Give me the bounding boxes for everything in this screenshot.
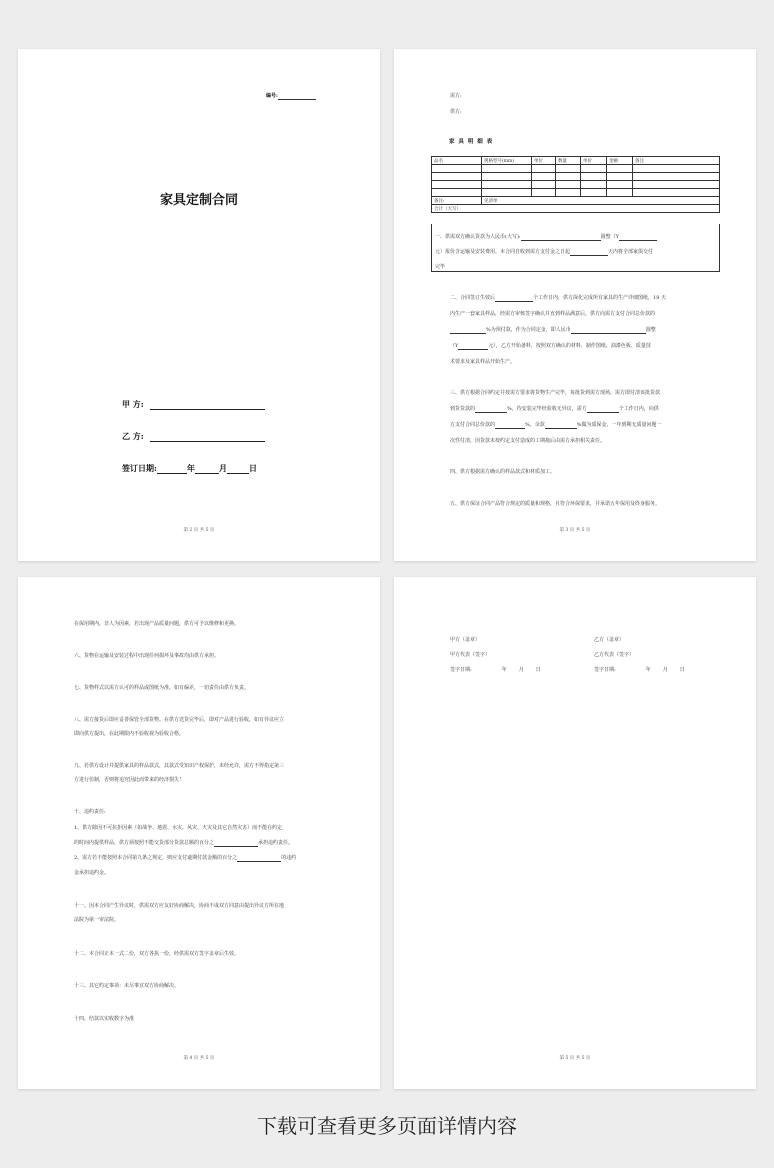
page-footer: 第 5 页 共 5 页 xyxy=(559,1056,591,1061)
contract-page-signatures xyxy=(394,577,756,1089)
page-footer: 第 3 页 共 5 页 xyxy=(559,528,591,533)
total-row xyxy=(432,205,720,213)
page-footer: 第 4 页 共 5 页 xyxy=(183,1056,215,1061)
contract-page-cover xyxy=(18,49,380,561)
party-a-sign-date: 签字日期: 年 月 日 xyxy=(450,667,541,673)
clause-3-line-1: 三、供方根据合同约定并按需方要求将货物生产完毕，每批货到需方现场，需方即付清该批货款 xyxy=(450,390,661,396)
header-qty: 数量 xyxy=(556,157,581,165)
header-spec: 规格型号(mm) xyxy=(482,157,532,165)
party-a-representative: 甲方代表（签字） xyxy=(450,652,491,658)
clause-3-line-3: 方支付合同总价款的 %，余款 %做为质保金，一年到期无质量问题一 xyxy=(450,422,662,428)
header-amount: 金额 xyxy=(607,157,633,165)
clause-10-2-line-1: 2、需方若不能按照本合同第九条之规定，则应支付逾期付款金额的百分之 的违约 xyxy=(74,855,297,861)
party-b-sign-date: 签字日期: 年 月 日 xyxy=(594,667,685,673)
clause-2-line-3: %为预付款，作为合同定金，即人民币 圆整 xyxy=(450,327,656,334)
clause-13: 十三、其它约定事项：未尽事宜双方协商解决。 xyxy=(74,983,180,989)
page-title: 家具定制合同 xyxy=(159,193,238,208)
clause-warranty: 在保用期内，非人为因素，若出现产品质量问题，供方可予以维修和更换。 xyxy=(74,621,240,627)
remark-label: 备注: xyxy=(432,197,482,205)
contract-page-details xyxy=(394,49,756,561)
clause-3-line-2: 到货货款的 %，待安装完毕经验收无异议，需方 个工作日内，向供 xyxy=(450,406,659,412)
clause-2-line-4: （Y 元），乙方开始备料，按照双方确认的材料、制作图纸、油漆色板、质量技 xyxy=(450,343,651,349)
download-caption: 下载可查看更多页面详情内容 xyxy=(257,1114,517,1138)
party-a-seal: 甲方（盖章） xyxy=(450,637,481,643)
clause-7: 七、货物样式以需方认可的样品或图纸为准，如有偏差，一切责任由供方负责。 xyxy=(74,685,250,691)
header-unit: 单位 xyxy=(532,157,556,165)
clause-5: 五、供方保证合同产品符合规定的质量和规格，且符合环保要求，并承诺五年保用及终身服务。 xyxy=(450,501,661,507)
clause-8-line-1: 八、需方接货后即应妥善保管全部货物。在供方送货完毕后，即对产品进行验收，如有异议应立 xyxy=(74,717,285,723)
table-header-row xyxy=(432,157,720,165)
payment-box xyxy=(431,224,720,272)
table-row xyxy=(432,173,720,181)
contract-page-terms xyxy=(18,577,380,1089)
clause-11-line-1: 十一、因本合同产生异议时，供需双方应友好协商解决，协商不成双方同意由提出异议方所在地 xyxy=(74,903,285,909)
clause-10-2-line-2: 金承担违约金。 xyxy=(74,870,110,876)
clause-10-1-line-1: 1、供方除因不可抗拒因素（如战争、地震、水灾、风灾、火灾及其它自然灾害）而不能在约定 xyxy=(74,825,283,831)
header-name: 品名 xyxy=(432,157,482,165)
clause-14: 十四、结款以实收数字为准 xyxy=(74,1016,135,1022)
header-price: 单价 xyxy=(581,157,607,165)
clause-4: 四、供方根据需方确认的样品款式和材质加工。 xyxy=(450,469,556,475)
party-b-seal: 乙方（盖章） xyxy=(594,637,625,643)
clause-9-line-1: 九、若供方设计并提供家具的样品款式，其款式受知识产权保护，未经允许，需方不得指定第三 xyxy=(74,763,285,769)
contract-number: 编号: xyxy=(266,93,316,100)
page-footer: 第 2 页 共 5 页 xyxy=(183,528,215,533)
sign-date-line: 签订日期: 年 月 日 xyxy=(122,463,257,473)
table-row xyxy=(432,181,720,189)
clause-2-line-5: 术要求及家具样品开始生产。 xyxy=(450,359,516,365)
clause-10-1-line-2: 的时间内提供样品，供方须按照不能交货部分货款总额的百分之 承担违约责任。 xyxy=(74,840,294,846)
clause-11-line-2: 法院为第一审法院。 xyxy=(74,917,120,923)
clause-6: 六、货物在运输及安装过程中出现任何损坏及事故均由供方承担。 xyxy=(74,653,220,659)
buyer-label: 需方: xyxy=(450,93,462,99)
party-b-representative: 乙方代表（签字） xyxy=(594,652,635,658)
clause-12: 十二、本合同正本一式二份，双方各执一份，经供需双方签字盖章后生效。 xyxy=(74,951,240,957)
remark-value: 见清单 xyxy=(482,197,720,205)
table-title: 家 具 明 细 表 xyxy=(449,139,494,145)
clause-9-line-2: 方进行仿制，否则将追究因此而带来的经济损失！ xyxy=(74,777,185,783)
remark-row xyxy=(432,197,720,205)
clause-2-line-1: 二、合同签订生效后 个工作日内，供方深化完成所有家具的生产详细图纸，18 天 xyxy=(450,295,666,301)
clause-1-line-3: 完毕 xyxy=(435,264,446,270)
clause-1-line-1: 一、供需双方确认货款为人民币(大写): 圆整（Y xyxy=(435,234,657,241)
table-row xyxy=(432,165,720,173)
clause-10-heading: 十、违约责任: xyxy=(74,809,106,815)
total-label: 合计（大写） xyxy=(432,205,720,213)
clause-2-line-2: 内生产一套家具样品，经需方审核签字确认并直到样品满意后，供方向需方支付合同总价款的 xyxy=(450,311,656,317)
party-a-line: 甲 方: xyxy=(122,399,265,410)
clause-8-line-2: 即向供方提出，在此期限内不验收视为验收合格。 xyxy=(74,731,185,737)
party-b-line: 乙 方: xyxy=(122,431,265,442)
clause-3-line-4: 次性付清，因货款未按约定支付造成的工期拖后由需方承担相关责任。 xyxy=(450,438,606,444)
header-note: 备注 xyxy=(633,157,720,165)
furniture-table xyxy=(431,156,720,213)
supplier-label: 供方: xyxy=(450,109,462,115)
table-row xyxy=(432,189,720,197)
clause-1-line-2: 元）报价含运输及安装费用。本合同自收到需方支付金之日起 天内将全部家俱交付 xyxy=(435,249,654,255)
